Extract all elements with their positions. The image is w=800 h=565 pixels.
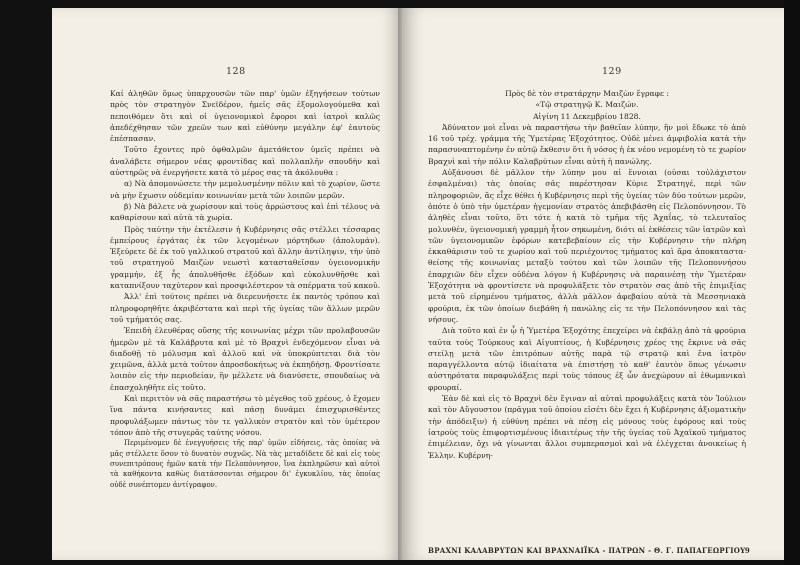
paragraph: Τοῦτο ἔχοντες πρὸ ὀφθαλμῶν ἀμετάθετον ὑμεῖς πρέπει νὰ ἀναλάβετε σήμερον νέας φροντίδας καὶ πολλαπλῆν σπουδὴν καὶ αὐστηρῶς νὰ ἐνεργήσετε κατὰ τὸ μέρος σας τὰ ἀκόλουθα : [110,145,380,178]
letter-date: Αἰγίνη 11 Δεκεμβρίου 1828. [533,111,641,121]
dark-edge [784,0,800,565]
letter-salutation: «Τῷ στρατηγῷ Κ. Μαιζών. [535,100,639,110]
paragraph: Περιμένομεν δὲ ἐνεγγυήσεις τῆς παρ' ὑμῶν εἰδήσεις, τὰς ὁποίας νὰ μᾶς στέλλετε ὅσον τὸ δυνατὸν συχνῶς. Νὰ τὰς μεταδίδετε δὲ καὶ εἰς τοὺς συνεπιτρόπους ἡμῶν κατὰ τὴν Πελοπόννησον, ἵνα ἐκπληρῶσιν καὶ αὐτοὶ τὰ καθήκοντα καθὼς διατάσσονται σήμερον δι' ἐγκυκλίου, τὰς ὁποίας οὐδὲ συνέπτομεν ἀντίγραφον. [110,439,380,489]
paragraph: Ἀδύνατον μοὶ εἶναι νὰ παραστήσω τὴν βαθεῖαν λύπην, ἣν μοὶ ἔδωκε τὸ ἀπὸ 16 τοῦ τρέχ. γράμμα τῆς Ὑμετέρας Ἐξοχότητος. Οὐδὲ μένει ἀμφιβολία κατὰ τὴν παρασυναπτομένην ἐν αὐτῷ ἔκθεσιν ὅτι ἡ νόσος ἡ ἐκ νέου νεμομένη τὸ τε χωρίον Βραχνὶ καὶ τὴν πόλιν Καλαβρύτων εἶναι αὐτὴ ἡ πανώλης. [428,122,746,166]
paragraph: α) Νὰ ἀπομονώσετε τὴν μεμολυσμένην πόλιν καὶ τὸ χωρίον, ὥστε νὰ μὴν ἔχωσιν οὐδεμίαν κοινωνίαν μετὰ τῶν λοιπῶν μερῶν. [110,179,380,200]
running-footer [428,546,750,555]
paragraph: Ἐὰν δὲ καὶ εἰς τὸ Βραχνὶ δὲν ἔγιναν αἱ αὐταὶ προφυλάξεις κατὰ τὸν Ἰούλιον καὶ τὸν Αὔγουστον (πρᾶγμα τοῦ ὁποίου εἰσέτι δὲν ἔχει ἡ Κυβέρνησις ἀξιοματικὴν τὴν ἀπόδειξιν) ἡ εὐθύνη πρέπει νὰ πέσῃ εἰς μόνους τοὺς ἐφόρους καὶ τοὺς ἰατροὺς τοὺς ἐπιφορτισμένους ἰδιαιτέρως τὴν τῆς ὑγείας τοῦ Ἀχαϊκοῦ τμήματος ἐπιμέλειαν, ὄχι νὰ γίνωνται ἄλλοι συμπερασμοὶ καὶ νὰ ἐλέγχεται ἀνοικείως ἡ Ἑλλην. Κυβέρνη- [428,394,746,460]
paragraph: Αὐξάνουσι δὲ μᾶλλον τὴν λύπην μου αἱ ἔννοιαι (οὐσαι τοὐλάχιστον ἐσφαλμέναι) τὰς ὁποίας σᾶς παρέστησαν Κύριε Στρατηγέ, περὶ τῶν πληροφοριῶν, ἃς εἶχε θέθει ἡ Κυβέρνησις περὶ τῆς ὑγείας τῶν δύο τούτων μερῶν, ὁπότε ὁ ὑπὸ τὴν ὑμετέραν ἡγεμονίαν στρατὸς ἀπεβιβάσθη εἰς Πελοπόννησον. Τὸ ἀληθὲς εἶναι τοῦτο, ὅτι τότε ἡ κατὰ τὸ τμῆμα τῆς Ἀχαΐας, τὸ τελευταῖος μολυνθέν, ὑγειονομικὴ γραμμὴ ἦτον σηκωμένη, διότι αἱ ἐκθέσεις τῶν ἰατρῶν καὶ τῶν ὑγειονομικῶν ἐφόρων κατεβεβαίουν εἰς τὴν Κυβέρνησιν τὴν πλήρη ἐκκαθάρισιν τοῦ τε χωρίου καὶ τοῦ περιέχοντος τμήματος καὶ ἄρα ἀποκατασταθείσης τῆς κοινωνίας μεταξὺ τούτου καὶ τῶν λοιπῶν τῆς Πελοποννήσου ἐπαρχιῶν δὲν εἶχεν οὐδένα λόγον ἡ Κυβέρνησις νὰ παραινέσῃ τὴν Ὑμετέραν Ἐξοχότητα νὰ φροντίσετε νὰ προφυλάξετε τὸν στρατὸν σας ἀπὸ τῆς ἐπιμιξίας μετὰ τοῦ εἰρημένου τμήματος, ἀλλὰ μᾶλλον ἀφεβαίου αὐτὰ τὰ Μεσσηνιακὰ φρούρια, ἐκ τῶν ὁποίων διεβάθη ἡ πανώλης εἰς τε τὴν Πελοπόννησον καὶ τὰς νήσους. [428,168,746,324]
paragraph: Διὰ τοῦτο καὶ ἐν ᾧ ἡ Ὑμετέρα Ἐξοχότης ἐπεχείρει νὰ ἐκβάλῃ ἀπὸ τὰ φρούρια ταῦτα τοὺς Τούρκους καὶ Αἰγυπτίους, ἡ Κυβέρνησις χρέος της ἔκρινε νὰ σᾶς στείλῃ μετὰ τῶν ἐπιτρόπων αὐτῆς παρὰ τῷ στρατῷ καὶ ἕνα ἰατρὸν παραγγέλλοντα αὐτῷ ἰδιαίτατα νὰ ἐπιστήσῃ τὸ καθ' ἑαυτὸν ὅπως γένωσιν αὐστηρότατα παραφυλάξεις περὶ τοὺς τόπους ἐξ ὧν ἀνεχώρουν αἱ ἐθωμανικαὶ φρουραί. [428,326,746,392]
paragraph: Πρὸς ταύτην τὴν ἐκτέλεσιν ἡ Κυβέρνησις σᾶς στέλλει τέσσαρας ἐμπείρους ἐργάτας ἐκ τῶν λεγομένων μόρτηδων (ἀπολυμάν). Ἐξεύρετε δὲ ἐκ τοῦ γαλλικοῦ στρατοῦ καὶ ἄλλην ἀντίληψιν, τὴν ὑπὸ τοῦ στρατηγοῦ Μαιζὼν νεωστὶ κατασταθεῖσαν ὑγειονομικὴν γραμμήν, ἐξ ἧς ἀπολυθῆσθε ἐξόδων καὶ εὐκολυνθῆσθε καὶ καταπνίξουν ταχύτερον καὶ προσφιλέστερον τὰ σπέρματα τοῦ κακοῦ. [110,224,380,291]
paragraph: Ἀλλ' ἐπὶ τούτοις πρέπει νὰ διερευνήσετε ἐκ παντὸς τρόπου καὶ πληροφορηθῆτε ἀκριβέστατα καὶ περὶ τῆς ὑγείας τῶν ἄλλων μερῶν τοῦ τμήματός σας. [110,292,380,324]
letter-heading: Πρὸς δὲ τὸν στρατάρχην Μαιζὼν ἔγραφε : [505,89,669,98]
paragraph: β) Νὰ βάλετε νὰ χωρίσουν καὶ τοὺς ἀρρώστους καὶ ἐπὶ τέλους νὰ καθαρίσουν καὶ αὐτὰ τὰ χωρία. [110,201,380,223]
paragraph: Καί ἀληθῶν ὅμως ὑπαρχουσῶν τῶν παρ' ὑμῶν ἐξηγήσεων τούτων πρὸς τὸν στρατηγὸν Σνεϊδέρον, ἡμεῖς σᾶς ἐξομολογούμεθα καὶ πεποιθόμεν ὅτι καὶ οἱ ὑγειονομικοὶ ἔφοροι καὶ ἰατροὶ καλῶς ἀπεδέχθησαν τῶν χρεῶν των καὶ εὐθύνην μεγάλην ἐφ' ἑαυτοὺς ἐπέσπασαν. [110,89,380,144]
page-number-right: 129 [602,66,622,77]
paragraph: Ἐπειδὴ ἐλευθέρας οὔσης τῆς κοινωνίας μέχρι τῶν προλαβουσῶν ἡμερῶν μὲ τὰ Καλάβρυτα καὶ μὲ τὸ Βραχνὶ ἐνδεχόμενον εἶναι νὰ διαδοθῇ τὸ μόλυσμα καὶ ἀλλοῦ καὶ νὰ ὑποκρύπτεται διὰ τὸν χειμῶνα, ἀλλὰ μετὰ τοῦτον ἀπροσδοκήτως νὰ ἐκπηδήσῃ. Φροντίσατε λοιπὸν εἰς τὴν περιοδείαν, ἣν μέλλετε νὰ διανύσετε, σπουδαίως νὰ ἐπασχοληθῆτε εἰς τοῦτο. [110,326,380,392]
right-page-text [428,88,746,461]
left-page [52,8,402,560]
page-number-left: 128 [226,66,246,77]
signature-number: 9 [744,546,750,555]
paragraph: Καὶ περιττὸν νὰ σᾶς παραστήσω τὸ μέγεθος τοῦ χρέους, ὁ ἔχομεν ἵνα πάντα κινήσαντες καὶ πάσῃ δυνάμει ἐπισχυρισθέντες προφυλάξωμεν πάντως τὸν τε γαλλικὸν στρατὸν καὶ τὸν ὑμέτερον τόπον ἀπὸ τῆς στυγερᾶς ταύτης νόσου. [110,394,380,437]
running-title: ΒΡΑΧΝΙ ΚΑΛΑΒΡΥΤΩΝ ΚΑΙ ΒΡΑΧΝΑΙΪΚΑ - ΠΑΤΡΩΝ - Θ. Γ. ΠΑΠΑΓΕΩΡΓΙΟΥ [428,546,746,555]
left-page-text [110,88,380,490]
right-page [402,8,784,560]
